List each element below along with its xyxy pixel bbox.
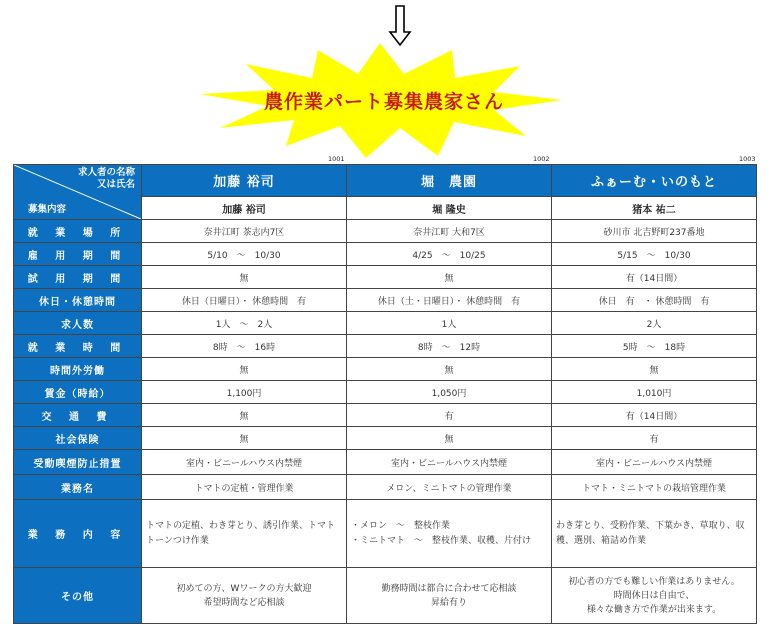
header-corner-cell xyxy=(14,165,142,220)
row-workplace xyxy=(14,220,757,243)
cell-value: 無 xyxy=(142,358,347,381)
cell-value: メロン、ミニトマトの管理作業 xyxy=(347,475,552,500)
cell-value: 無 xyxy=(347,266,552,289)
farm-name-3: ふぁーむ・いのもと xyxy=(552,165,757,197)
row-duties xyxy=(14,500,757,568)
cell-value: 8時 ～ 16時 xyxy=(142,335,347,358)
row-hourly-wage xyxy=(14,381,757,404)
cell-value: 1,100円 xyxy=(142,381,347,404)
cell-value: トマトの定植、わき芽とり、誘引作業、トマトトーンつけ作業 xyxy=(142,500,347,568)
column-number-1: 1001 xyxy=(328,155,345,163)
row-label: 業務名 xyxy=(14,475,142,500)
row-transport xyxy=(14,404,757,427)
farm-name-1: 加藤 裕司 xyxy=(142,165,347,197)
row-label: 社会保険 xyxy=(14,427,142,450)
cell-value: 休日 有 ・ 休憩時間 有 xyxy=(552,289,757,312)
cell-value: 1,010円 xyxy=(552,381,757,404)
row-social-insurance xyxy=(14,427,757,450)
cell-value: 休日（日曜日）・ 休憩時間 有 xyxy=(142,289,347,312)
row-trial-period xyxy=(14,266,757,289)
cell-value: 1人 xyxy=(347,312,552,335)
cell-value: 砂川市 北吉野町237番地 xyxy=(552,220,757,243)
cell-value: 奈井江町 大和7区 xyxy=(347,220,552,243)
cell-value: 初めての方、Wワークの方大歓迎 希望時間など応相談 xyxy=(142,568,347,624)
cell-value: トマトの定植・管理作業 xyxy=(142,475,347,500)
cell-value: 1人 ～ 2人 xyxy=(142,312,347,335)
cell-value: 無 xyxy=(347,427,552,450)
cell-value: 有 xyxy=(347,404,552,427)
corner-label-employer: 求人者の名称 又は氏名 xyxy=(77,167,135,190)
column-number-2: 1002 xyxy=(533,155,550,163)
row-smoking-prevention xyxy=(14,450,757,475)
cell-value: 無 xyxy=(347,358,552,381)
cell-value: 勤務時間は都合に合わせて応相談 昇給有り xyxy=(347,568,552,624)
row-label: 交 通 費 xyxy=(14,404,142,427)
row-label: 雇 用 期 間 xyxy=(14,243,142,266)
cell-value: 5/15 ～ 10/30 xyxy=(552,243,757,266)
cell-value: 5/10 ～ 10/30 xyxy=(142,243,347,266)
person-name-1: 加藤 裕司 xyxy=(142,197,347,220)
cell-value: わき芽とり、受粉作業、下葉かき、草取り、収穫、選別、箱詰め作業 xyxy=(552,500,757,568)
cell-value: 無 xyxy=(142,266,347,289)
row-overtime xyxy=(14,358,757,381)
row-job-title xyxy=(14,475,757,500)
cell-value: 有（14日間） xyxy=(552,266,757,289)
cell-value: 室内・ビニールハウス内禁煙 xyxy=(552,450,757,475)
column-number-3: 1003 xyxy=(739,155,756,163)
person-name-3: 猪本 祐二 xyxy=(552,197,757,220)
cell-value: 奈井江町 茶志内7区 xyxy=(142,220,347,243)
row-working-hours xyxy=(14,335,757,358)
row-label: 時間外労働 xyxy=(14,358,142,381)
row-label: 休日・休憩時間 xyxy=(14,289,142,312)
row-label: 業 務 内 容 xyxy=(14,500,142,568)
row-openings xyxy=(14,312,757,335)
cell-value: 休日（土・日曜日）・ 休憩時間 有 xyxy=(347,289,552,312)
cell-value: 無 xyxy=(142,404,347,427)
cell-value: 有（14日間） xyxy=(552,404,757,427)
row-label: 試 用 期 間 xyxy=(14,266,142,289)
banner-title: 農作業パート募集農家さん xyxy=(263,90,504,113)
header-row-farms xyxy=(14,165,757,197)
row-holidays-breaks xyxy=(14,289,757,312)
row-label: 就 業 場 所 xyxy=(14,220,142,243)
corner-label-recruitment: 募集内容 xyxy=(28,204,67,215)
cell-value: 初心者の方でも難しい作業はありません。 時間休日は自由で、 様々な働き方で作業が出来ます。 xyxy=(552,568,757,624)
job-listing-table xyxy=(13,164,757,624)
cell-value: 有 xyxy=(552,427,757,450)
cell-value: 5時 ～ 18時 xyxy=(552,335,757,358)
cell-value: 4/25 ～ 10/25 xyxy=(347,243,552,266)
person-name-2: 堀 隆史 xyxy=(347,197,552,220)
row-other xyxy=(14,568,757,624)
cell-value: 室内・ビニールハウス内禁煙 xyxy=(142,450,347,475)
cell-value: 1,050円 xyxy=(347,381,552,404)
row-label: その他 xyxy=(14,568,142,624)
cell-value: 室内・ビニールハウス内禁煙 xyxy=(347,450,552,475)
cell-value: トマト・ミニトマトの栽培管理作業 xyxy=(552,475,757,500)
row-label: 受動喫煙防止措置 xyxy=(14,450,142,475)
cell-value: 無 xyxy=(552,358,757,381)
cell-value: 8時 ～ 12時 xyxy=(347,335,552,358)
farm-name-2: 堀 農園 xyxy=(347,165,552,197)
cell-value: 無 xyxy=(142,427,347,450)
row-label: 就 業 時 間 xyxy=(14,335,142,358)
cell-value: ・メロン ～ 整枝作業 ・ミニトマト ～ 整枝作業、収穫、片付け xyxy=(347,500,552,568)
row-label: 賃金（時給） xyxy=(14,381,142,404)
row-employment-period xyxy=(14,243,757,266)
cell-value: 2人 xyxy=(552,312,757,335)
row-label: 求人数 xyxy=(14,312,142,335)
